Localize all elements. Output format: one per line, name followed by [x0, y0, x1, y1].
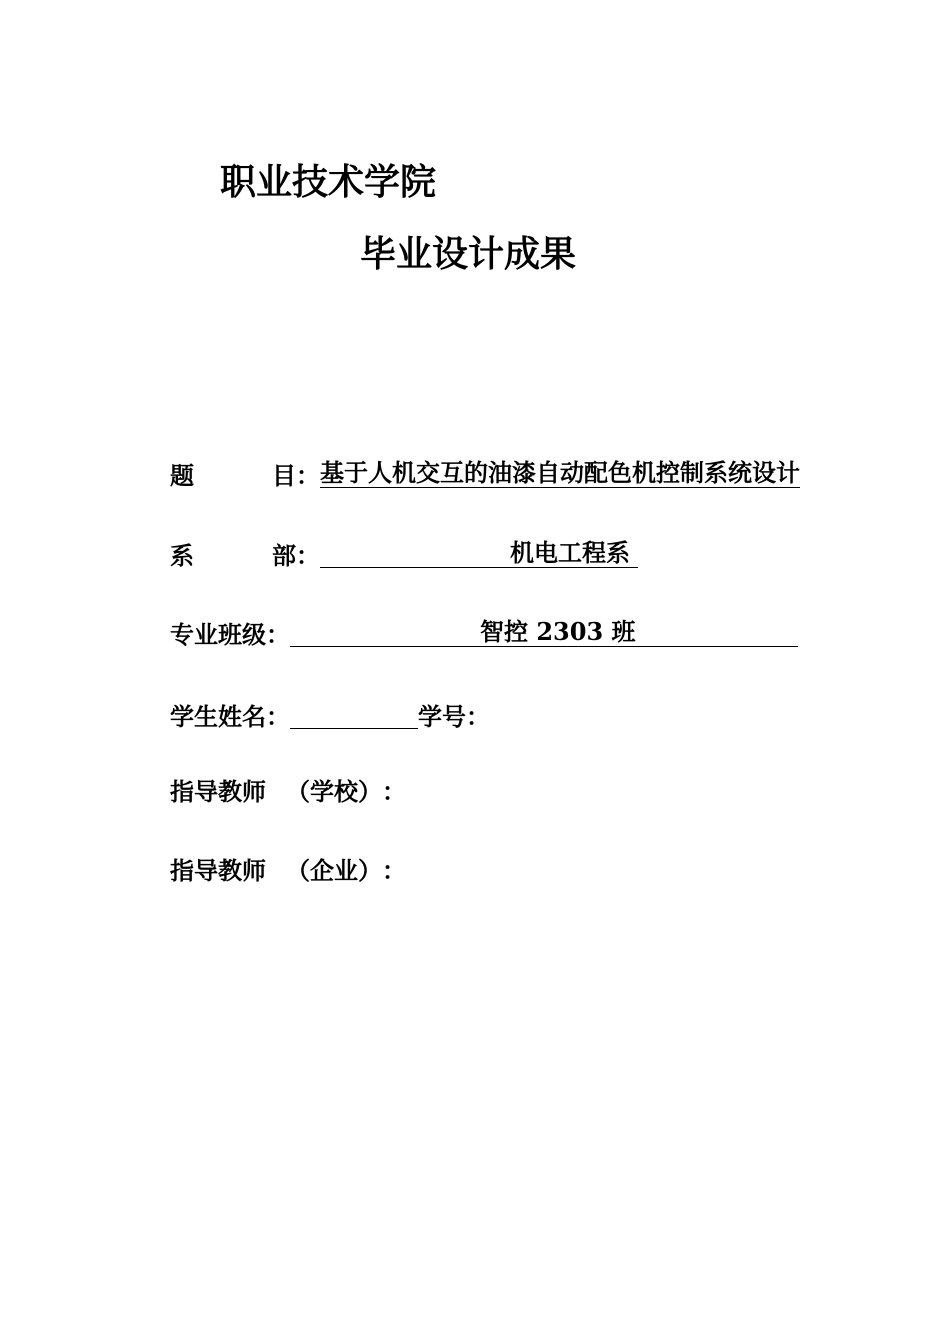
field-advisor-school-label: 指导教师 [170, 777, 266, 806]
field-topic-label-a: 题 [170, 461, 194, 490]
field-major-class-label: 专业班级 [170, 620, 266, 649]
field-department-underline [320, 538, 638, 568]
field-department-label [170, 541, 296, 570]
field-student-id-label: 学号 [418, 702, 466, 731]
field-department-label-b: 部 [272, 541, 296, 570]
field-advisor-company-paren: （企业） [286, 856, 382, 885]
field-advisor-school-paren: （学校） [286, 777, 382, 806]
field-student-name-blank [290, 702, 418, 729]
field-advisor-company [170, 856, 406, 885]
field-topic-label [170, 461, 296, 490]
field-topic-value: 基于人机交互的油漆自动配色机控制系统设计 [320, 458, 800, 487]
field-major-class-underline [290, 617, 798, 647]
field-student-colon: ： [266, 702, 290, 731]
field-major-class [170, 617, 798, 649]
field-advisor-school [170, 777, 406, 806]
field-topic [170, 458, 800, 490]
field-advisor-school-colon: ： [382, 777, 406, 806]
field-department-value: 机电工程系 [510, 538, 630, 567]
field-student-label: 学生姓名 [170, 702, 266, 731]
field-major-class-colon: ： [266, 620, 290, 649]
field-topic-colon: ： [296, 461, 320, 490]
document-subtitle: 毕业设计成果 [360, 233, 577, 275]
field-advisor-company-label: 指导教师 [170, 856, 266, 885]
field-student [170, 702, 490, 729]
field-major-class-value: 智控 2303 班 [480, 617, 636, 646]
college-name: 职业技术学院 [220, 161, 437, 203]
field-advisor-company-colon: ： [382, 856, 406, 885]
field-student-id-colon: ： [466, 702, 490, 731]
field-department [170, 538, 638, 570]
field-department-colon: ： [296, 541, 320, 570]
field-topic-label-b: 目 [272, 461, 296, 490]
field-department-label-a: 系 [170, 541, 194, 570]
